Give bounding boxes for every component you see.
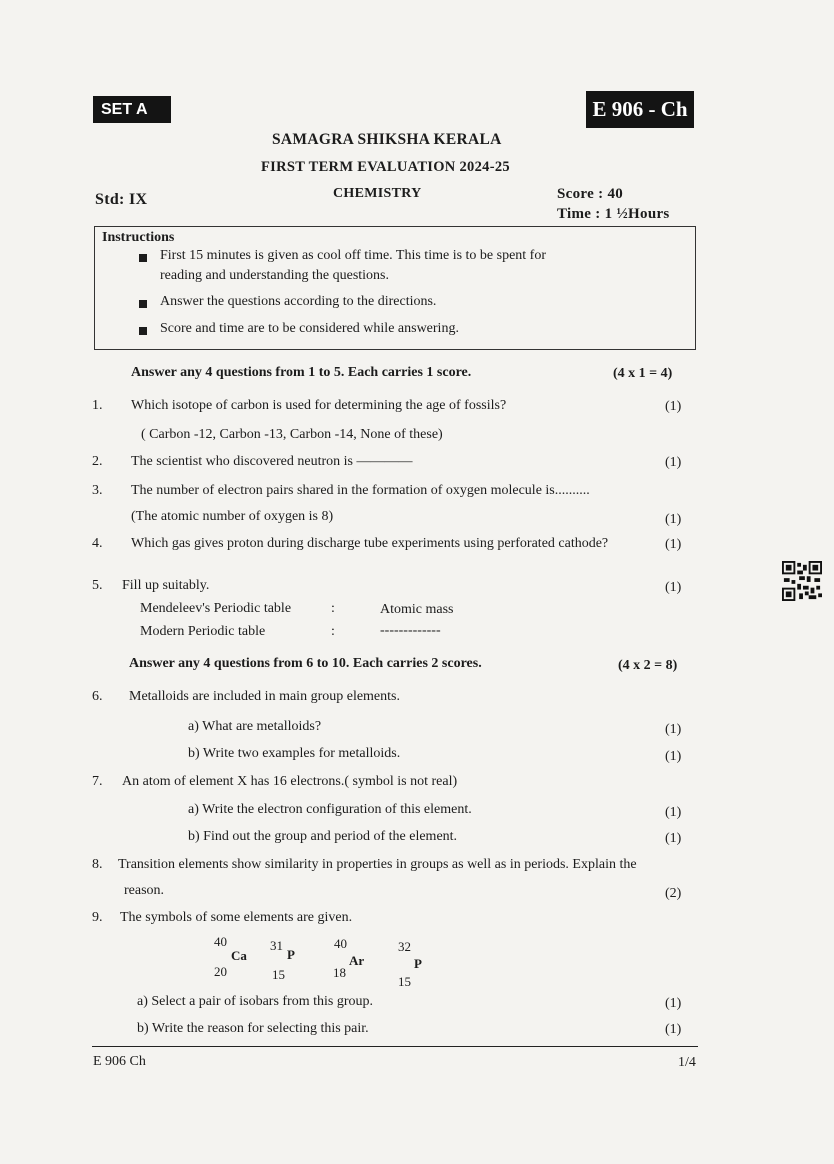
question-number: 7. (92, 774, 103, 789)
question-3-mark: (1) (665, 512, 682, 527)
question-5-row1-colon: : (331, 601, 335, 616)
instruction-item: reading and understanding the questions. (160, 268, 390, 283)
std-label: Std: IX (95, 191, 148, 208)
question-number: 3. (92, 483, 103, 498)
instructions-title: Instructions (102, 230, 175, 245)
question-7b: b) Find out the group and period of the element. (188, 829, 458, 844)
question-5-row1-right: Atomic mass (380, 602, 454, 617)
instructions-box (94, 226, 696, 350)
question-4-mark: (1) (665, 537, 682, 552)
footer-code: E 906 Ch (93, 1054, 146, 1069)
question-number: 9. (92, 910, 103, 925)
question-5-mark: (1) (665, 580, 682, 595)
element-symbol: P (287, 947, 295, 962)
paper-code: E 906 - Ch (586, 91, 694, 128)
score-label: Score : 40 (557, 186, 624, 202)
question-6-text: Metalloids are included in main group elements. (129, 689, 400, 704)
question-3-text: The number of electron pairs shared in the formation of oxygen molecule is.......... (131, 483, 590, 498)
footer-divider (92, 1046, 698, 1047)
question-number: 4. (92, 536, 103, 551)
question-9a-mark: (1) (665, 996, 682, 1011)
subject-title: CHEMISTRY (333, 186, 422, 201)
board-title: SAMAGRA SHIKSHA KERALA (272, 131, 502, 148)
section2-marks: (4 x 2 = 8) (618, 658, 678, 673)
question-5-row2-right: ------------- (380, 623, 441, 638)
question-5-row2-colon: : (331, 624, 335, 639)
question-9-text: The symbols of some elements are given. (120, 910, 353, 925)
element-atomic-number: 18 (333, 965, 346, 980)
question-8-text-cont: reason. (124, 883, 165, 898)
question-9a: a) Select a pair of isobars from this group. (137, 994, 373, 1009)
question-6b: b) Write two examples for metalloids. (188, 746, 401, 761)
question-6b-mark: (1) (665, 749, 682, 764)
element-mass-number: 40 (334, 936, 347, 951)
bullet-icon (139, 254, 147, 262)
element-atomic-number: 15 (272, 967, 285, 982)
question-1-options: ( Carbon -12, Carbon -13, Carbon -14, None of these) (141, 427, 443, 442)
element-atomic-number: 20 (214, 964, 227, 979)
question-2-text: The scientist who discovered neutron is ———— (131, 454, 413, 469)
question-5-row2-left: Modern Periodic table (140, 624, 266, 639)
question-6a: a) What are metalloids? (188, 719, 322, 734)
question-5-row1-left: Mendeleev's Periodic table (140, 601, 292, 616)
element-mass-number: 32 (398, 939, 411, 954)
bullet-icon (139, 300, 147, 308)
instruction-item: Score and time are to be considered while answering. (160, 321, 459, 336)
question-7-text: An atom of element X has 16 electrons.( symbol is not real) (122, 774, 458, 789)
question-1-mark: (1) (665, 399, 682, 414)
question-7a-mark: (1) (665, 805, 682, 820)
section2-heading: Answer any 4 questions from 6 to 10. Each carries 2 scores. (129, 656, 482, 671)
question-number: 2. (92, 454, 103, 469)
page-number: 1/4 (678, 1055, 696, 1070)
question-5-text: Fill up suitably. (122, 578, 210, 593)
question-number: 6. (92, 689, 103, 704)
question-7b-mark: (1) (665, 831, 682, 846)
question-1-text: Which isotope of carbon is used for determining the age of fossils? (131, 398, 507, 413)
question-2-mark: (1) (665, 455, 682, 470)
question-3-note: (The atomic number of oxygen is 8) (131, 509, 334, 524)
question-8-mark: (2) (665, 886, 682, 901)
element-symbol: Ca (231, 948, 247, 963)
exam-title: FIRST TERM EVALUATION 2024-25 (261, 159, 510, 175)
question-9b-mark: (1) (665, 1022, 682, 1037)
question-number: 8. (92, 857, 103, 872)
element-mass-number: 31 (270, 938, 283, 953)
set-label: SET A (93, 96, 171, 123)
section1-marks: (4 x 1 = 4) (613, 366, 673, 381)
time-label: Time : 1 ½Hours (557, 206, 670, 222)
element-symbol: P (414, 956, 422, 971)
question-6a-mark: (1) (665, 722, 682, 737)
question-9b: b) Write the reason for selecting this pair. (137, 1021, 369, 1036)
question-number: 5. (92, 578, 103, 593)
question-4-text: Which gas gives proton during discharge tube experiments using perforated cathode? (131, 536, 609, 551)
question-7a: a) Write the electron configuration of this element. (188, 802, 472, 817)
qr-code-icon (782, 561, 822, 601)
question-8-text: Transition elements show similarity in properties in groups as well as in periods. Explain the (118, 857, 637, 872)
instruction-item: First 15 minutes is given as cool off time. This time is to be spent for (160, 248, 547, 263)
element-mass-number: 40 (214, 934, 227, 949)
element-atomic-number: 15 (398, 974, 411, 989)
section1-heading: Answer any 4 questions from 1 to 5. Each carries 1 score. (131, 365, 472, 380)
element-symbol: Ar (349, 953, 365, 968)
bullet-icon (139, 327, 147, 335)
question-number: 1. (92, 398, 103, 413)
instruction-item: Answer the questions according to the directions. (160, 294, 437, 309)
